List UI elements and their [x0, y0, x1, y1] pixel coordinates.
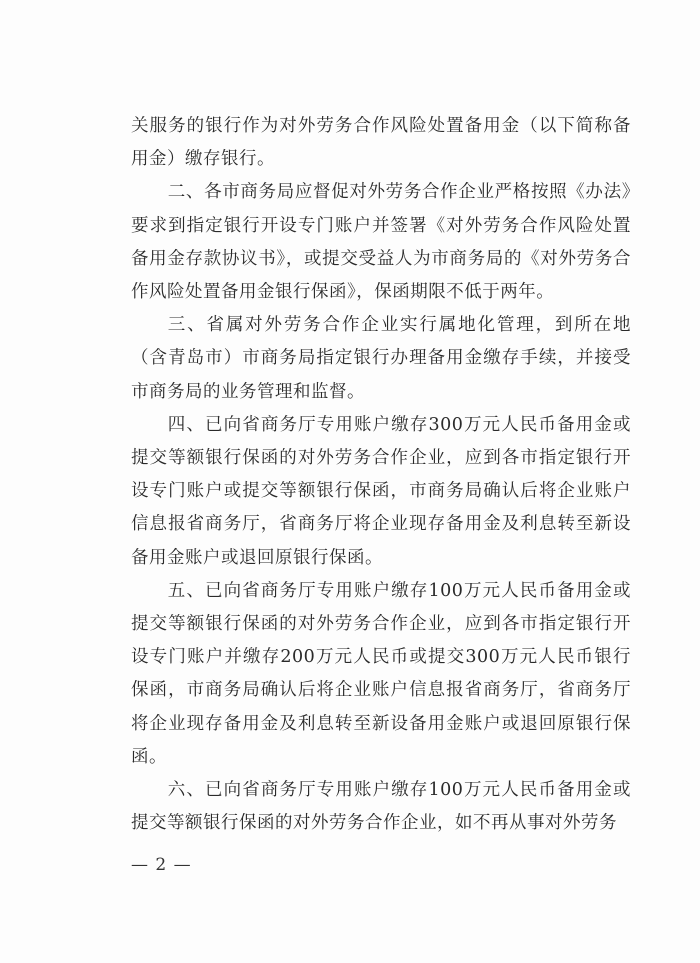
page-number: — 2 — — [131, 855, 192, 875]
paragraph-item-4: 四、已向省商务厅专用账户缴存300万元人民币备用金或提交等额银行保函的对外劳务合作企业，应到各市指定银行开设专门账户或提交等额银行保函，市商务局确认后将企业账户信息报省商务厅，省商务厅将企业现存备用金及利息转至新设备用金账户或退回原银行保函。 — [131, 414, 631, 568]
paragraph-item-6: 六、已向省商务厅专用账户缴存100万元人民币备用金或提交等额银行保函的对外劳务合作企业，如不再从事对外劳务 — [131, 780, 631, 834]
paragraph-item-5: 五、已向省商务厅专用账户缴存100万元人民币备用金或提交等额银行保函的对外劳务合作企业，应到各市指定银行开设专门账户并缴存200万元人民币或提交300万元人民币银行保函，市商务局确认后将企业账户信息报省商务厅，省商务厅将企业现存备用金及利息转至新设备用金账户或退回原银行保函。 — [131, 580, 631, 767]
document-body — [131, 110, 631, 840]
paragraph-item-3: 三、省属对外劳务合作企业实行属地化管理，到所在地（含青岛市）市商务局指定银行办理备用金缴存手续，并接受市商务局的业务管理和监督。 — [131, 315, 631, 402]
paragraph-continuation: 关服务的银行作为对外劳务合作风险处置备用金（以下简称备用金）缴存银行。 — [131, 116, 631, 170]
paragraph-item-2: 二、各市商务局应督促对外劳务合作企业严格按照《办法》要求到指定银行开设专门账户并签署《对外劳务合作风险处置备用金存款协议书》，或提交受益人为市商务局的《对外劳务合作风险处置备用金银行保函》，保函期限不低于两年。 — [131, 182, 631, 303]
